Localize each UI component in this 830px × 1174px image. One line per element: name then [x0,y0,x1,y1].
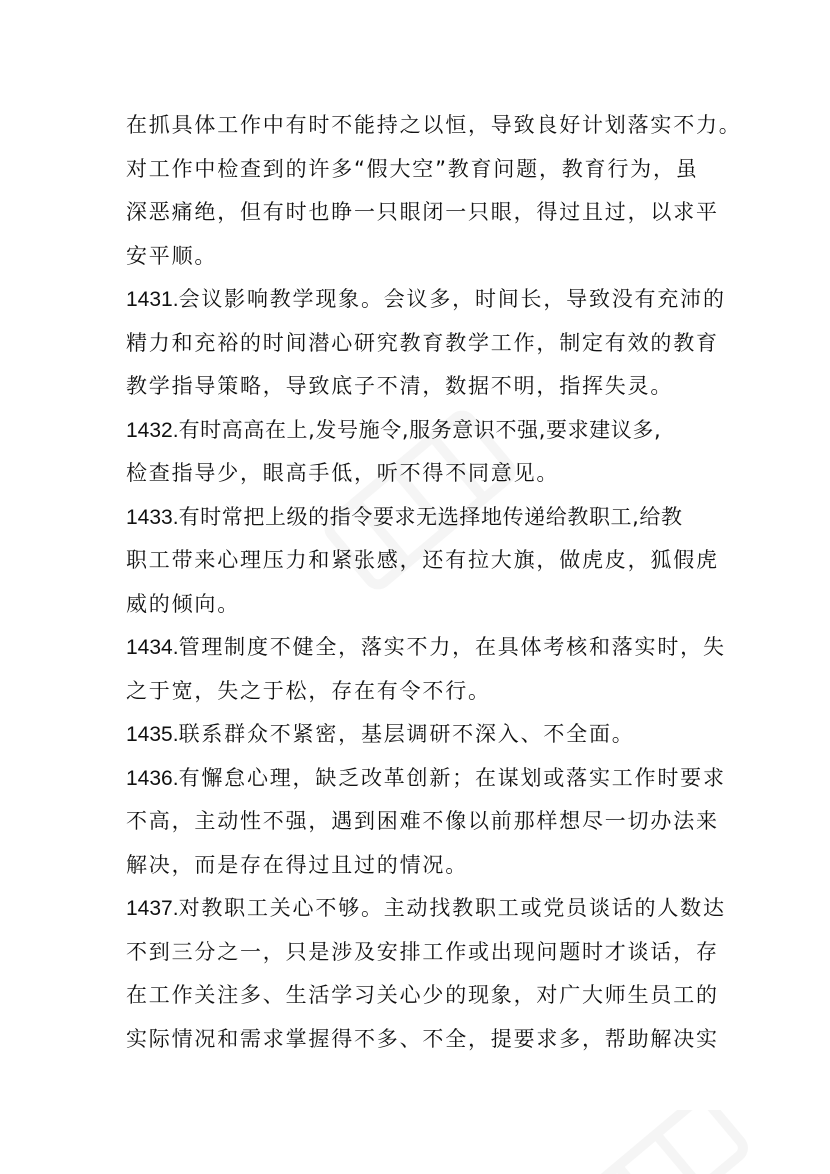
item-number: 1434. [126,636,179,659]
text-line: 解决，而是存在得过且过的情况。 [126,852,468,877]
text-line: 精力和充裕的时间潜心研究教育教学工作，制定有效的教育 [126,330,719,355]
text-line: 实际情况和需求掌握得不多、不全，提要求多，帮助解决实 [126,1026,719,1051]
item-number: 1432. [126,418,179,442]
item-1433-line: 1433.有时常把上级的指令要求无选择地传递给教职工,给教 [126,504,683,529]
body-text [126,104,742,1061]
item-1435-line: 1435.联系群众不紧密，基层调研不深入、不全面。 [126,722,635,746]
item-number: 1431. [126,288,179,311]
item-1437-line: 1437.对教职工关心不够。主动找教职工或党员谈话的人数达 [126,896,726,920]
text-line: 检查指导少，眼高手低，听不得不同意见。 [126,461,560,485]
text-line: 威的倾向。 [126,591,240,616]
text-line: 不高，主动性不强，遇到困难不像以前那样想尽一切办法来 [126,809,719,833]
item-1431-line: 1431.会议影响教学现象。会议多，时间长，导致没有充沛的 [126,287,726,311]
item-1432-line: 1432.有时高高在上,发号施令,服务意识不强,要求建议多, [126,417,662,442]
item-1434-line: 1434.管理制度不健全，落实不力，在具体考核和落实时，失 [126,635,726,659]
item-number: 1437. [126,897,179,920]
text-line: 教学指导策略，导致底子不清，数据不明，指挥失灵。 [126,374,674,398]
text-line: 安平顺。 [126,243,218,268]
item-1436-line: 1436.有懈怠心理，缺乏改革创新；在谋划或落实工作时要求 [126,765,726,790]
text-line: 不到三分之一，只是涉及安排工作或出现问题时才谈话，存 [126,939,719,964]
watermark-footer-icon [560,1110,760,1174]
text-line: 之于宽，失之于松，存在有令不行。 [126,678,491,703]
text-line: 深恶痛绝，但有时也睁一只眼闭一只眼，得过且过，以求平 [126,200,719,224]
text-line: 在抓具体工作中有时不能持之以恒，导致良好计划落实不力。 [126,113,742,137]
text-line: 职工带来心理压力和紧张感，还有拉大旗，做虎皮，狐假虎 [126,548,719,572]
text-line: 对工作中检查到的许多“假大空”教育问题，教育行为，虽 [126,156,699,181]
text-line: 在工作关注多、生活学习关心少的现象，对广大师生员工的 [126,983,719,1007]
item-number: 1435. [126,723,179,746]
item-number: 1433. [126,505,179,529]
item-number: 1436. [126,766,179,790]
